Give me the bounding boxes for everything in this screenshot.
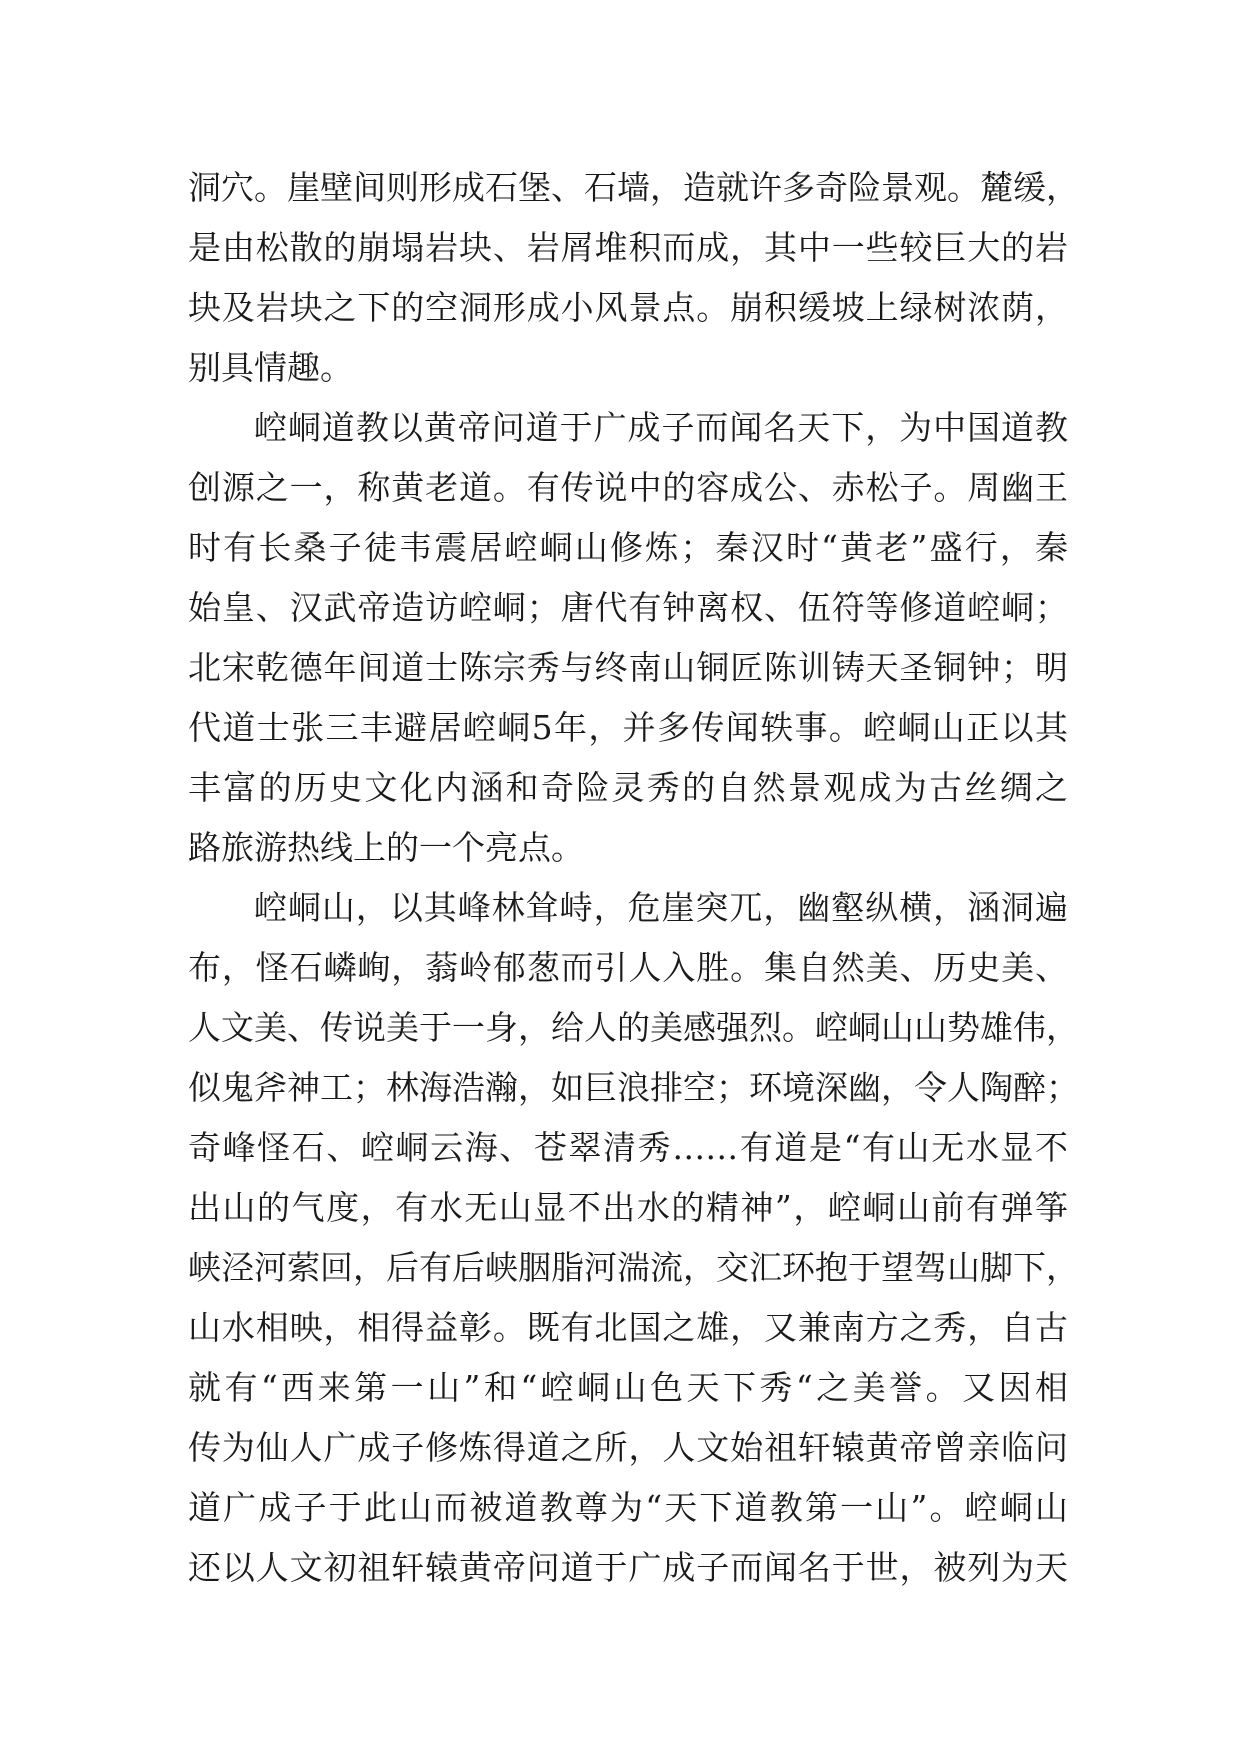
paragraph-line: 布，怪石嶙峋，蓊岭郁葱而引人入胜。集自然美、历史美、 [188,948,1068,987]
paragraph-line: 是由松散的崩塌岩块、岩屑堆积而成，其中一些较巨大的岩 [188,228,1068,267]
paragraph-line: 代道士张三丰避居崆峒5年，并多传闻轶事。崆峒山正以其 [188,708,1068,747]
paragraph-line: 人文美、传说美于一身，给人的美感强烈。崆峒山山势雄伟， [188,1008,1079,1047]
paragraph-line: 传为仙人广成子修炼得道之所，人文始祖轩辕黄帝曾亲临问 [188,1428,1068,1467]
paragraph-line: 似鬼斧神工；林海浩瀚，如巨浪排空；环境深幽，令人陶醉； [188,1068,1079,1107]
paragraph-line: 块及岩块之下的空洞形成小风景点。崩积缓坡上绿树浓荫， [188,288,1068,327]
paragraph-line: 峡泾河萦回，后有后峡胭脂河湍流，交汇环抱于望驾山脚下， [188,1248,1079,1287]
paragraph-line: 就有“西来第一山”和“崆峒山色天下秀“之美誉。又因相 [188,1368,1068,1407]
paragraph-line: 山水相映，相得益彰。既有北国之雄，又兼南方之秀，自古 [188,1308,1068,1347]
paragraph-line: 别具情趣。 [188,348,353,387]
body-text [188,158,1079,1598]
paragraph-line: 时有长桑子徒韦震居崆峒山修炼；秦汉时“黄老”盛行，秦 [188,528,1068,567]
paragraph-line: 崆峒道教以黄帝问道于广成子而闻名天下，为中国道教 [254,408,1068,447]
paragraph-line: 崆峒山，以其峰林耸峙，危崖突兀，幽壑纵横，涵洞遍 [254,888,1068,927]
paragraph-line: 创源之一，称黄老道。有传说中的容成公、赤松子。周幽王 [188,468,1068,507]
paragraph-line: 始皇、汉武帝造访崆峒；唐代有钟离权、伍符等修道崆峒； [188,588,1068,627]
paragraph-line: 道广成子于此山而被道教尊为“天下道教第一山”。崆峒山 [188,1488,1068,1527]
paragraph-line: 洞穴。崖壁间则形成石堡、石墙，造就许多奇险景观。麓缓， [188,168,1079,207]
paragraph-line: 丰富的历史文化内涵和奇险灵秀的自然景观成为古丝绸之 [188,768,1068,807]
paragraph-line: 还以人文初祖轩辕黄帝问道于广成子而闻名于世，被列为天 [188,1548,1068,1587]
paragraph-line: 北宋乾德年间道士陈宗秀与终南山铜匠陈训铸天圣铜钟；明 [188,648,1068,687]
paragraph-line: 路旅游热线上的一个亮点。 [188,828,584,867]
paragraph-line: 出山的气度，有水无山显不出水的精神”，崆峒山前有弹筝 [188,1188,1068,1227]
paragraph-line: 奇峰怪石、崆峒云海、苍翠清秀……有道是“有山无水显不 [188,1128,1068,1167]
